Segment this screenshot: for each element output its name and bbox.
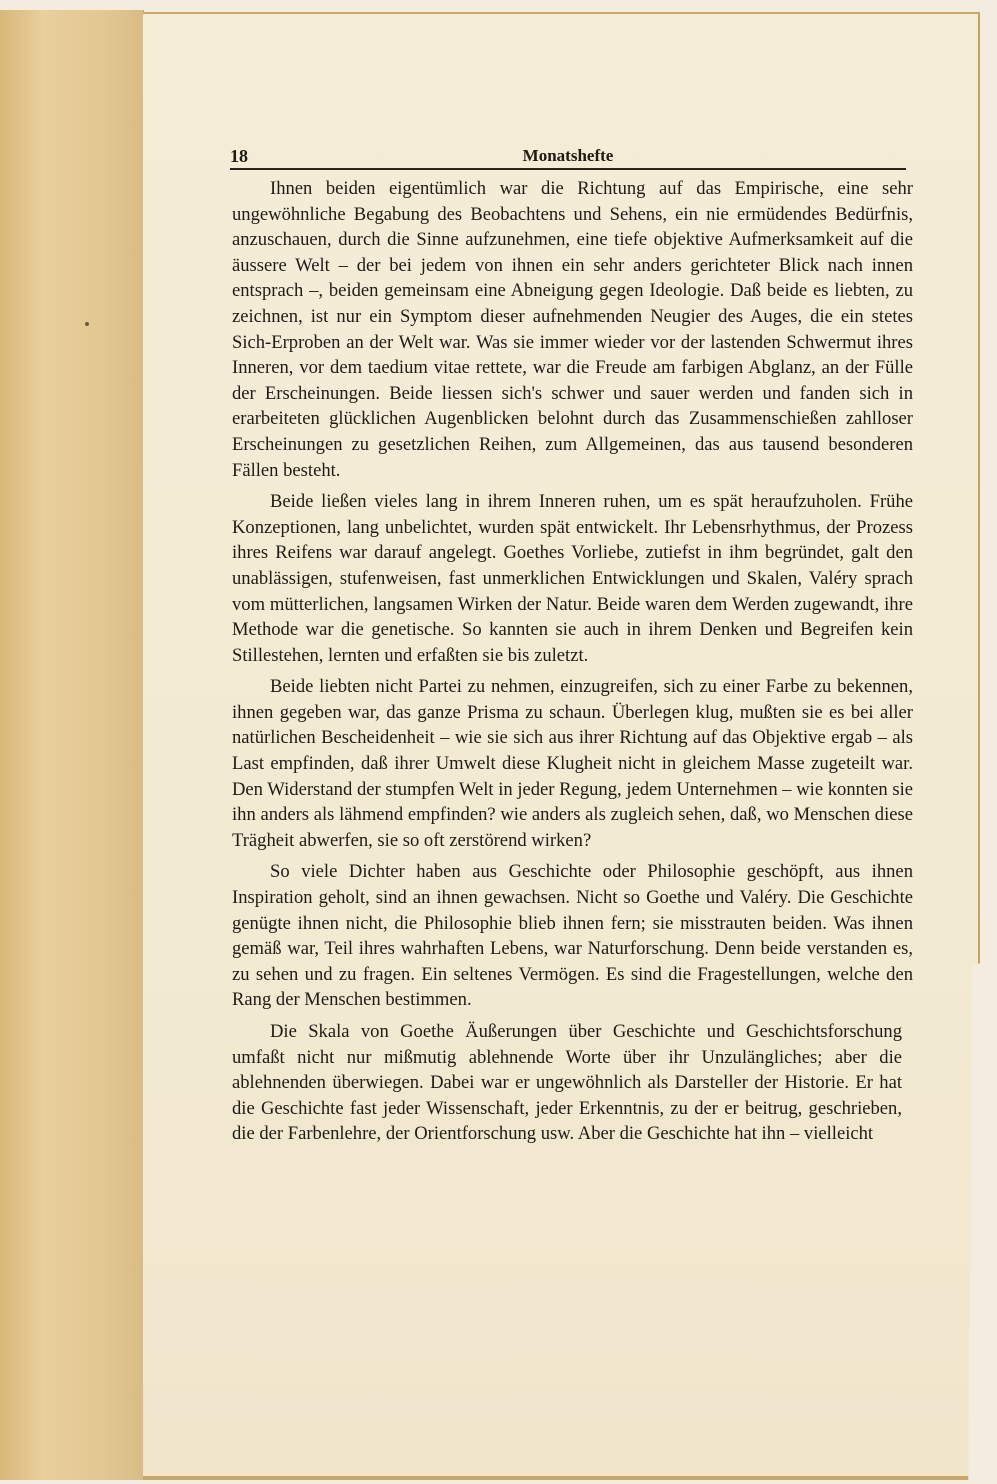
page-number: 18: [230, 146, 248, 166]
paragraph: Die Skala von Goethe Äußerungen über Geschichte und Geschichtsforschung umfaßt nicht nur mißmutig ablehnende Worte über ihr Unzulängliches; aber die ablehnenden überwiegen. Dabei war er ungewöhnlich als Darsteller der Historie. Er hat die Geschichte fast jeder Wissenschaft, jeder Erkenntnis, zu der er beitrug, geschrieben, die der Farbenlehre, der Orientforschung usw. Aber die Geschichte hat ihn – vielleicht: [232, 1021, 902, 1145]
paragraph: Beide liebten nicht Partei zu nehmen, einzugreifen, sich zu einer Farbe zu bekennen, ihnen gegeben war, das ganze Prisma zu schaun. Überlegen klug, mußten sie es bei aller natürlichen Bescheidenheit – wie sie sich aus ihrer Richtung auf das Objektive ergab – als Last empfinden, daß ihrer Umwelt diese Klugheit nicht in gleichem Masse zugeteilt war. Den Widerstand der stumpfen Welt in jeder Regung, jedem Unternehmen – wie konnten sie ihn anders als lähmend empfinden? wie anders als zugleich sehen, daß, wo Menschen diese Trägheit abwerfen, sie so oft zerstörend wirken?: [232, 676, 913, 851]
running-head: Monatshefte: [522, 146, 614, 165]
paragraph: Beide ließen vieles lang in ihrem Inneren ruhen, um es spät heraufzuholen. Frühe Konzeptionen, lang unbelichtet, wurden spät entwickelt. Ihr Lebensrhythmus, der Prozess ihres Reifens war darauf angelegt. Goethes Vorliebe, zutiefst in ihm begründet, galt den unablässigen, stufenweisen, fast unmerklichen Entwicklungen und Skalen, Valéry sprach vom mütterlichen, langsamen Wirken der Natur. Beide waren dem Werden zugewandt, ihre Methode war die genetische. So kannten sie auch in ihrem Denken und Begreifen kein Stillestehen, lernten und erfaßten sie bis zuletzt.: [232, 491, 913, 666]
body-text: [232, 176, 913, 1153]
page-header: [230, 144, 906, 170]
paragraph: Ihnen beiden eigentümlich war die Richtung auf das Empirische, eine sehr ungewöhnliche Begabung des Beobachtens und Sehens, ein nie ermüdendes Bedürfnis, anzuschauen, durch die Sinne aufzunehmen, eine tiefe objektive Aufmerksamkeit auf die äussere Welt – der bei jedem von ihnen ein sehr anders gerichteter Blick nach innen entsprach –, beiden gemeinsam eine Abneigung gegen Ideologie. Daß beide es liebten, zu zeichnen, ist nur ein Symptom dieser aufnehmenden Neugier des Auges, die ein stetes Sich-Erproben an der Welt war. Was sie immer wieder vor der lastenden Schwermut ihres Inneren, vor dem taedium vitae rettete, war die Freude am farbigen Abglanz, an der Fülle der Erscheinungen. Beide liessen sich's schwer und sauer werden und fanden sich in erarbeiteten glücklichen Augenblicken belohnt durch das Zusammenschießen zahlloser Erscheinungen zu gesetzlichen Reihen, zum Allgemeinen, das aus tausend besonderen Fällen besteht.: [232, 178, 913, 481]
yellowed-paper-strip: [0, 10, 144, 1480]
paragraph: So viele Dichter haben aus Geschichte oder Philosophie geschöpft, aus ihnen Inspiration geholt, sind an ihnen gewachsen. Nicht so Goethe und Valéry. Die Geschichte genügte ihnen nicht, die Philosophie blieb ihnen fern; sie misstrauten beiden. Was ihnen gemäß war, Teil ihres wahrhaften Lebens, war Naturforschung. Denn beide verstanden es, zu sehen und zu fragen. Ein seltenes Vermögen. Es sind die Fragestellungen, welche den Rang der Menschen bestimmen.: [232, 861, 913, 1011]
ink-speck: [85, 322, 89, 326]
